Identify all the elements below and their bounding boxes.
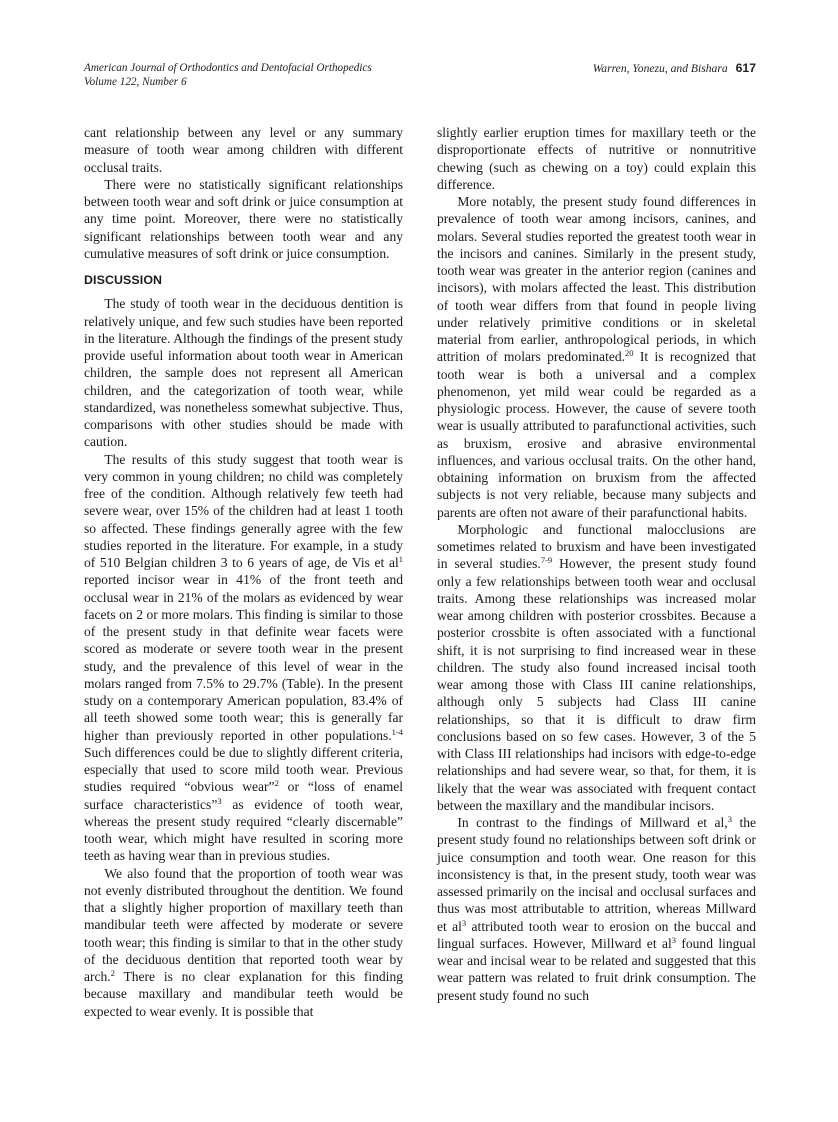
left-column [84,124,403,1020]
paragraph [437,193,756,521]
citation-superscript: 3 [461,917,467,928]
journal-volume: Volume 122, Number 6 [84,75,187,88]
page-number: 617 [735,61,756,75]
text-run: reported incisor wear in 41% of the front teeth and occlusal wear in 21% of the molars as evidenced by wear facets on 2 or more molars. This finding is similar to those of the present study in that definite wear facets were scored as moderate or severe tooth wear in the present study, and the prevalence of this level of wear in the molars ranged from 7.5% to 29.7% (Table). In the present study on a contemporary American population, 83.4% of all teeth showed some tooth wear; this is generally far higher than previously reported in other populations. [84,572,403,743]
citation-superscript: 3 [217,795,222,806]
paragraph: The study of tooth wear in the deciduous dentition is relatively unique, and few such studies have been reported in the literature. Although the findings of the present study provide useful information about tooth wear in American children, the sample does not represent all American children, and the categorization of tooth wear, while standardized, was nonetheless somewhat subjective. Thus, comparisons with other studies should be made with caution. [84,296,403,450]
citation-superscript: 3 [727,814,732,824]
text-run: It is recognized that tooth wear is both a universal and a complex phenomenon, yet mild wear could be regarded as a physiologic process. However, the cause of severe tooth wear is usually attributed to parafunctional activities, such as bruxism, erosive and abrasive environmental influences, and various occlusal traits. On the other hand, obtaining information on bruxism from the affected subjects is not very reliable, because many subjects and parents are often not aware of their parafunctional habits. [437,349,756,520]
journal-title: American Journal of Orthodontics and Dentofacial Orthopedics [84,62,372,74]
citation-superscript: 7-9 [540,555,553,566]
text-run: There is no clear explanation for this finding because maxillary and mandibular teeth would be expected to wear evenly. It is possible that [84,969,403,1019]
citation-superscript: 1 [398,554,403,564]
text-run: or “loss of enamel surface characteristics” [84,779,404,812]
text-run: Morphologic and functional malocclusions are sometimes related to bruxism and have been investigated in several studies. [437,521,756,572]
text-run: More notably, the present study found differences in prevalence of tooth wear among incisors, canines, and molars. Several studies reported the greatest tooth wear in the incisors and canines. Similarly in the present study, tooth wear was greater in the anterior region (canines and incisors), with molars affected the least. This distribution of tooth wear differs from that found in people living under relatively primitive conditions or in skeletal material from earlier, anthropological periods, in which attrition of molars predominated. [437,194,756,365]
author-names: Warren, Yonezu, and Bishara [592,62,728,75]
paragraph [84,451,403,865]
running-head-right [593,62,756,76]
paragraph [437,814,756,1004]
paragraph: cant relationship between any level or any summary measure of tooth wear among children with different occlusal traits. [84,125,403,175]
text-run: attributed tooth wear to erosion on the buccal and lingual surfaces. However, Millward et al [437,918,756,951]
text-run: The results of this study suggest that tooth wear is very common in young children; no child was completely free of the condition. Although relatively few teeth had severe wear, over 15% of the children had at least 1 tooth so affected. These findings generally agree with the few studies reported in the literature. For example, in a study of 510 Belgian children 3 to 6 years of age, de Vis et al [84,451,403,570]
text-run: In contrast to the findings of Millward et al, [457,815,728,830]
running-header [84,62,756,96]
paragraph [84,865,403,1020]
text-run: as evidence of tooth wear, whereas the present study required “clearly discernable” tooth wear, which might have resulted in scoring more teeth as having wear than in previous studies. [84,796,404,864]
text-run: We also found that the proportion of tooth wear was not evenly distributed throughout the dentition. We found that a slightly higher proportion of maxillary teeth than mandibular teeth were affected by moderate or severe tooth wear; this finding is similar to that in the other study of the deciduous dentition that reported tooth wear by arch. [84,865,403,984]
citation-superscript: 2 [110,968,115,978]
citation-superscript: 2 [274,778,279,789]
journal-citation [84,62,372,89]
text-run: However, the present study found only a few relationships between tooth wear and occlusal traits. Among these relationships was increased molar wear among children with posterior crossbites. Because a posterior crossbite is often associated with a functional shift, it is not surprising to find increased wear in these children. The study also found increased incisal tooth wear among those with Class III canine relationships, although only 5 subjects had Class III canine relationships, so that it is difficult to draw firm conclusions based on so few cases. However, 3 of the 5 with Class III relationships had incisors with edge-to-edge relationships and had severe wear, so that, for them, it is likely that the wear was associated with frequent contact between the maxillary and the mandibular incisors. [437,556,757,813]
section-heading-discussion: DISCUSSION [84,273,163,287]
text-run: the present study found no relationships between soft drink or juice consumption and tooth wear. One reason for this inconsistency is that, in the present study, tooth wear was assessed primarily on the incisal and occlusal surfaces and thus was most attributable to attrition, whereas Millward et al [437,815,756,934]
paragraph: There were no statistically significant relationships between tooth wear and soft drink or juice consumption at any time point. Moreover, there were no statistically significant relationships between tooth wear and any cumulative measures of soft drink or juice consumption. [84,176,403,261]
citation-superscript: 1-4 [391,726,403,737]
citation-superscript: 3 [671,934,676,945]
text-run: Such differences could be due to slightly different criteria, especially that used to score mild tooth wear. Previous studies required “obvious wear” [84,744,403,795]
paragraph: slightly earlier eruption times for maxillary teeth or the disproportionate effects of nutritive or nonnutritive chewing (such as chewing on a toy) could explain this difference. [437,125,756,192]
right-column [437,124,756,1004]
citation-superscript: 20 [625,348,634,359]
paragraph [437,521,756,814]
text-run: found lingual wear and incisal wear to be related and suggested that this wear pattern was related to fruit drink consumption. The present study found no such [437,935,756,1003]
